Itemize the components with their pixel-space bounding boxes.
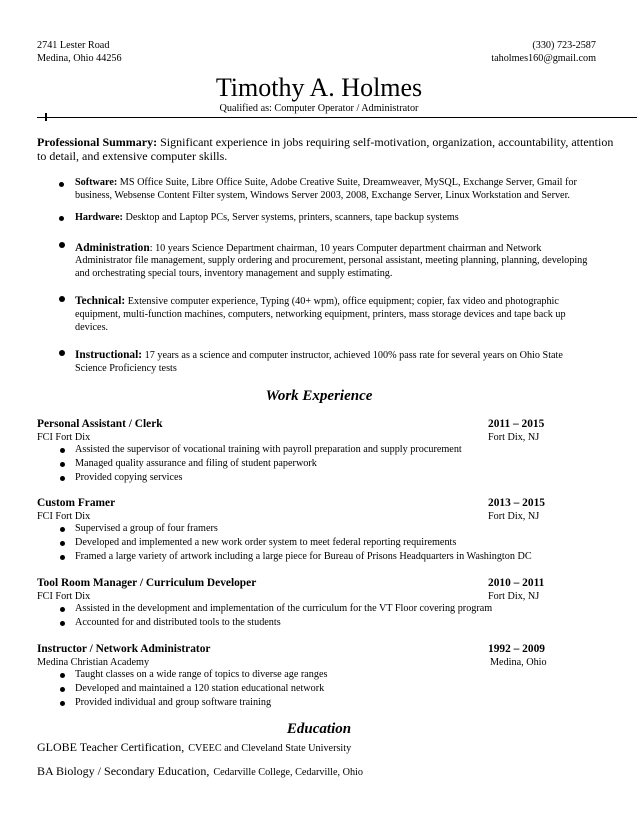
skill-admin-line-3: and orchestrating special tours, inventory management and supply estimating.	[75, 268, 393, 279]
skill-bullet	[59, 242, 65, 248]
education-entry	[37, 738, 351, 756]
skill-admin-label: Administration	[75, 242, 150, 254]
job-employer: FCI Fort Dix	[37, 511, 91, 522]
job-location: Fort Dix, NJ	[488, 432, 540, 443]
skill-technical-line-3: devices.	[75, 322, 109, 333]
job-bullet	[60, 555, 65, 560]
job-duty: Developed and maintained a 120 station educational network	[75, 683, 325, 694]
job-duty: Developed and implemented a new work order system to meet federal reporting requirements	[75, 537, 457, 548]
job-location: Fort Dix, NJ	[488, 511, 540, 522]
email-address: taholmes160@gmail.com	[491, 53, 596, 64]
job-duty: Provided copying services	[75, 472, 183, 483]
job-bullet	[60, 462, 65, 467]
job-title: Tool Room Manager / Curriculum Developer	[37, 577, 257, 589]
skill-instructional-label: Instructional:	[75, 349, 143, 361]
education-degree: GLOBE Teacher Certification,	[37, 740, 185, 754]
job-title: Personal Assistant / Clerk	[37, 418, 163, 430]
job-title: Instructor / Network Administrator	[37, 643, 211, 655]
job-duty: Taught classes on a wide range of topics to diverse age ranges	[75, 669, 328, 680]
skill-instructional-line-1: Instructional: 17 years as a science and computer instructor, achieved 100% pass rate for several years on Ohio State	[75, 349, 563, 361]
candidate-name: Timothy A. Holmes	[215, 73, 423, 102]
job-bullet	[60, 541, 65, 546]
education-school: Cedarville College, Cedarville, Ohio	[213, 767, 363, 778]
job-duty: Supervised a group of four framers	[75, 523, 218, 534]
education-entry	[37, 762, 363, 780]
skill-bullet	[59, 350, 65, 356]
job-dates: 2011 – 2015	[488, 418, 545, 430]
job-bullet	[60, 476, 65, 481]
job-duty: Assisted in the development and implementation of the curriculum for the VT Floor covering program	[75, 603, 493, 614]
address-line-2: Medina, Ohio 44256	[37, 53, 122, 64]
skill-software-line-1: Software: MS Office Suite, Libre Office Suite, Adobe Creative Suite, Dreamweaver, MySQL, Exchange Server, Gmail for	[75, 177, 577, 188]
header-rule-tick	[45, 113, 47, 121]
skill-instructional-line-2: Science Proficiency tests	[75, 363, 177, 374]
work-experience-heading: Work Experience	[265, 388, 373, 404]
skill-bullet	[59, 216, 64, 221]
phone-number: (330) 723-2587	[532, 40, 596, 51]
skill-software-label: Software:	[75, 177, 118, 188]
education-degree: BA Biology / Secondary Education,	[37, 764, 210, 778]
job-location: Fort Dix, NJ	[488, 591, 540, 602]
job-duty: Accounted for and distributed tools to the students	[75, 617, 281, 628]
education-heading: Education	[286, 721, 352, 737]
job-bullet	[60, 607, 65, 612]
job-duty: Managed quality assurance and filing of student paperwork	[75, 458, 317, 469]
job-employer: FCI Fort Dix	[37, 432, 91, 443]
job-bullet	[60, 448, 65, 453]
job-bullet	[60, 527, 65, 532]
skill-technical-line-2: equipment, multi-function machines, computers, networking equipment, printers, mass storage devices and tape back up	[75, 309, 566, 320]
summary-label: Professional Summary:	[37, 135, 158, 149]
job-bullet	[60, 673, 65, 678]
job-bullet	[60, 621, 65, 626]
job-dates: 2010 – 2011	[488, 577, 545, 589]
education-school: CVEEC and Cleveland State University	[188, 743, 352, 754]
skill-hardware-label: Hardware:	[75, 212, 123, 223]
address-line-1: 2741 Lester Road	[37, 40, 110, 51]
skill-bullet	[59, 296, 65, 302]
skill-technical-label: Technical:	[75, 295, 126, 307]
summary-line-2: to detail, and extensive computer skills.	[37, 149, 228, 163]
skill-admin-line-1: Administration: 10 years Science Department chairman, 10 years Computer department chairman and Network	[75, 242, 542, 254]
job-employer: FCI Fort Dix	[37, 591, 91, 602]
skill-software-line-2: business, Websense Content Filter system, Windows Server 2003, 2008, Exchange Server, Linux Workstation and Server.	[75, 190, 570, 201]
job-dates: 2013 – 2015	[488, 497, 545, 509]
header-rule	[37, 117, 637, 118]
skill-bullet	[59, 182, 64, 187]
summary-line-1	[37, 135, 613, 150]
skill-hardware-line-1: Hardware: Desktop and Laptop PCs, Server systems, printers, scanners, tape backup systems	[75, 212, 459, 223]
job-title: Custom Framer	[37, 497, 116, 509]
skill-admin-line-2: Administrator file management, supply ordering and procurement, personal assistant, meeting planning, planning, developing	[75, 255, 588, 266]
job-duty: Provided individual and group software training	[75, 697, 272, 708]
job-duty: Framed a large variety of artwork including a large piece for Bureau of Prisons Headquarters in Washington DC	[75, 551, 532, 562]
job-bullet	[60, 687, 65, 692]
job-duty: Assisted the supervisor of vocational training with payroll preparation and supply procurement	[75, 444, 462, 455]
job-dates: 1992 – 2009	[488, 643, 545, 655]
summary-text-1: Significant experience in jobs requiring self-motivation, organization, accountability, attention	[160, 135, 614, 149]
job-location: Medina, Ohio	[490, 657, 547, 668]
job-bullet	[60, 701, 65, 706]
skill-technical-line-1: Technical: Extensive computer experience, Typing (40+ wpm), office equipment; copier, fax video and photographic	[75, 295, 559, 307]
qualified-as: Qualified as: Computer Operator / Administrator	[219, 103, 419, 114]
job-employer: Medina Christian Academy	[37, 657, 150, 668]
